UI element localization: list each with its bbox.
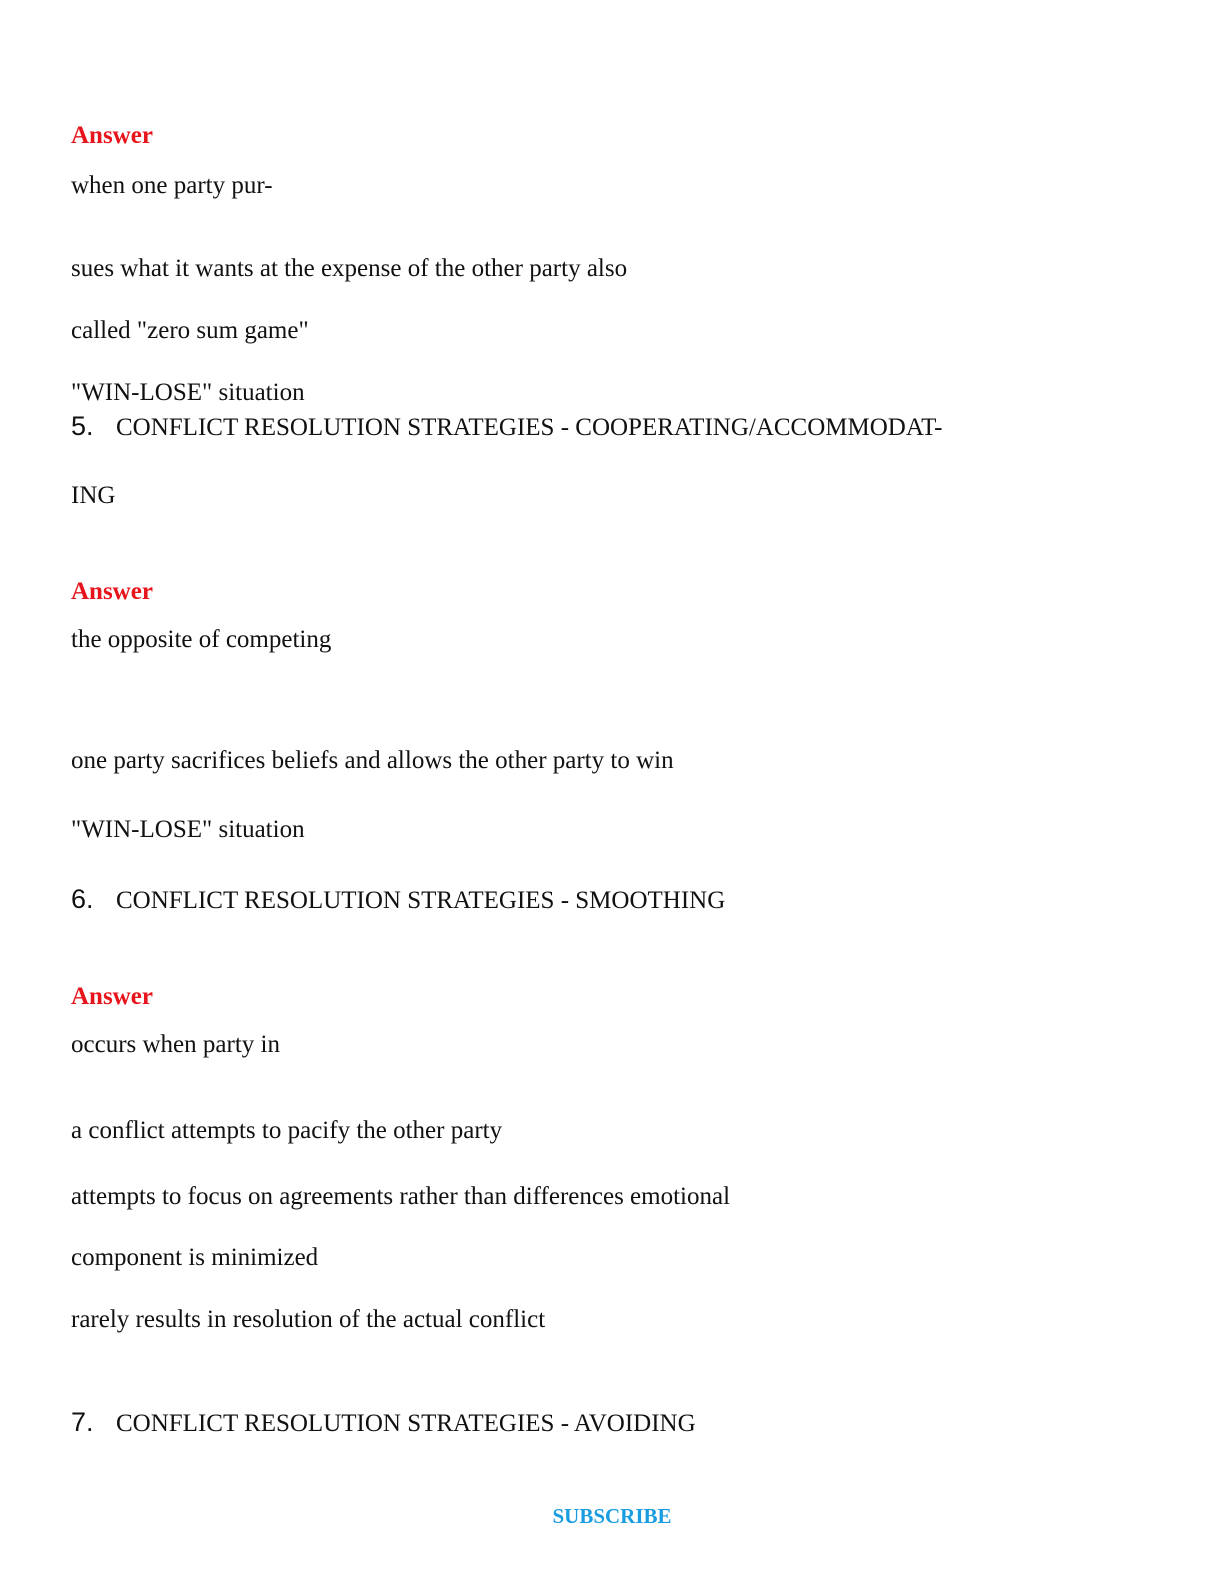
answer-line: sues what it wants at the expense of the other party also [71,255,628,282]
answer-label: Answer [71,122,153,149]
answer-line: occurs when party in [71,1031,280,1058]
answer-line: attempts to focus on agreements rather than differences emotional [71,1183,731,1210]
answer-label: Answer [71,983,153,1010]
subscribe-link[interactable]: SUBSCRIBE [552,1504,672,1528]
answer-line: called "zero sum game" [71,317,309,344]
answer-line: rarely results in resolution of the actual conflict [71,1306,546,1333]
question-number: 7. [71,1407,94,1437]
question-title-continued: ING [71,482,116,509]
answer-line: the opposite of competing [71,626,332,653]
answer-line: a conflict attempts to pacify the other party [71,1117,503,1144]
answer-line: when one party pur- [71,172,273,199]
answer-line: "WIN-LOSE" situation [71,379,305,406]
answer-line: one party sacrifices beliefs and allows the other party to win [71,747,674,774]
answer-line: component is minimized [71,1244,319,1271]
question-title: CONFLICT RESOLUTION STRATEGIES - COOPERATING/ACCOMMODAT- [116,414,943,441]
answer-line: "WIN-LOSE" situation [71,816,305,843]
question-number: 5. [71,411,94,441]
question-title: CONFLICT RESOLUTION STRATEGIES - AVOIDING [116,1410,696,1437]
answer-label: Answer [71,578,153,605]
question-title: CONFLICT RESOLUTION STRATEGIES - SMOOTHING [116,887,726,914]
question-number: 6. [71,884,94,914]
